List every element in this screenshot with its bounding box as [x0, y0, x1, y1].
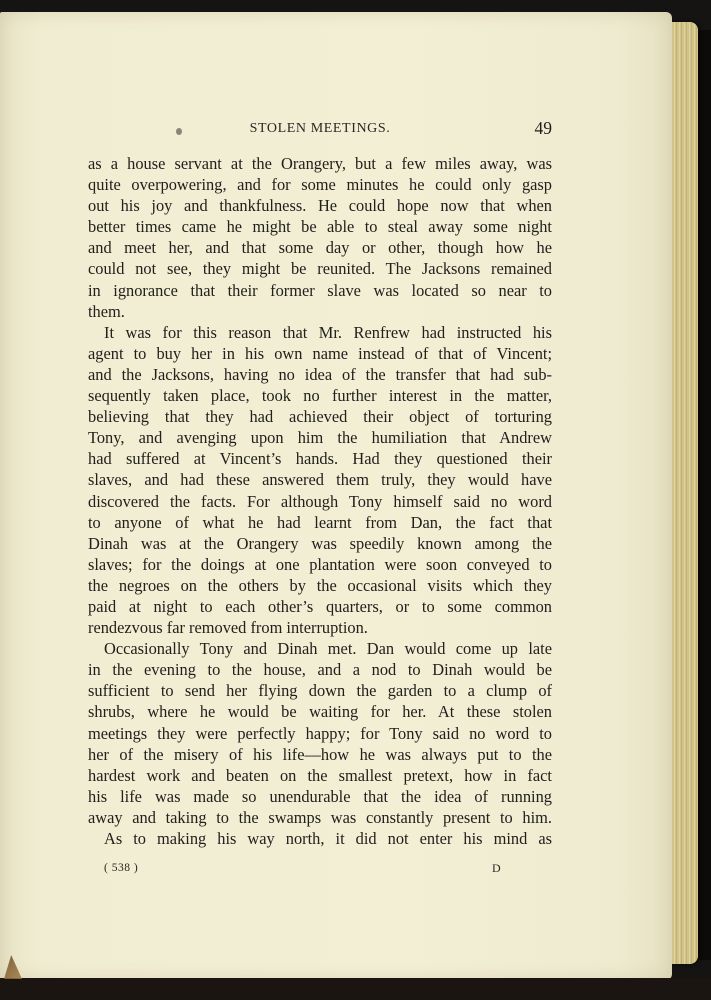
- text-line: agent to buy her in his own name instead of that of Vincent;: [88, 343, 552, 363]
- text-line: away and taking to the swamps was constantly present to him.: [88, 807, 552, 827]
- body-text: [88, 153, 552, 849]
- text-line: his life was made so unendurable that the idea of running: [88, 786, 552, 806]
- text-line: As to making his way north, it did not enter his mind as: [104, 829, 552, 848]
- text-line: It was for this reason that Mr. Renfrew had instructed his: [104, 322, 552, 342]
- text-line: Tony, and avenging upon him the humiliation that Andrew: [88, 428, 552, 448]
- book-cover-edge: [696, 30, 711, 960]
- text-line: slaves, and had these answered them truly, they would have: [88, 470, 552, 490]
- text-line: sufficient to send her flying down the garden to a clump of: [88, 681, 552, 701]
- text-line: and meet her, and that some day or other, though how he: [88, 238, 552, 258]
- text-line: paid at night to each other’s quarters, or to some common: [88, 596, 552, 616]
- text-line: better times came he might be able to steal away some night: [88, 217, 552, 237]
- text-line: shrubs, where he would be waiting for her. At these stolen: [88, 702, 552, 722]
- text-line: in the evening to the house, and a nod to Dinah would be: [88, 660, 552, 680]
- text-line: and the Jacksons, having no idea of the transfer that had sub-: [88, 364, 552, 384]
- text-line: discovered the facts. For although Tony himself said no word: [88, 491, 552, 511]
- text-line: had suffered at Vincent’s hands. Had they questioned their: [88, 449, 552, 469]
- text-line: could not see, they might be reunited. The Jacksons remained: [88, 259, 552, 279]
- sheet-letter: D: [492, 861, 501, 875]
- text-line: to anyone of what he had learnt from Dan, the fact that: [88, 512, 552, 532]
- signature-mark: ( 538 ): [104, 862, 139, 874]
- text-line: Occasionally Tony and Dinah met. Dan would come up late: [104, 639, 552, 659]
- text-line: hardest work and beaten on the smallest pretext, how in fact: [88, 765, 552, 785]
- text-line: them.: [88, 301, 125, 321]
- text-line: as a house servant at the Orangery, but a few miles away, was: [88, 154, 552, 173]
- text-line: the negroes on the others by the occasional visits which they: [88, 575, 552, 595]
- running-head: [88, 118, 552, 143]
- text-line: quite overpowering, and for some minutes he could only gasp: [88, 175, 552, 195]
- text-line: slaves; for the doings at one plantation were soon conveyed to: [88, 554, 552, 574]
- page-edges: [668, 22, 698, 964]
- page-number: 49: [534, 118, 552, 138]
- text-line: rendezvous far removed from interruption.: [88, 618, 368, 638]
- bottom-background: [0, 978, 711, 1000]
- text-line: her of the misery of his life—how he was always put to the: [88, 744, 552, 764]
- page-footer: [88, 862, 552, 878]
- text-line: sequently taken place, took no further interest in the matter,: [88, 386, 552, 406]
- text-line: out his joy and thankfulness. He could hope now that when: [88, 196, 552, 216]
- running-head-title: STOLEN MEETINGS.: [249, 121, 391, 136]
- text-line: in ignorance that their former slave was located so near to: [88, 280, 552, 300]
- text-line: Dinah was at the Orangery was speedily known among the: [88, 533, 552, 553]
- text-line: meetings they were perfectly happy; for Tony said no word to: [88, 723, 552, 743]
- text-line: believing that they had achieved their object of torturing: [88, 407, 552, 427]
